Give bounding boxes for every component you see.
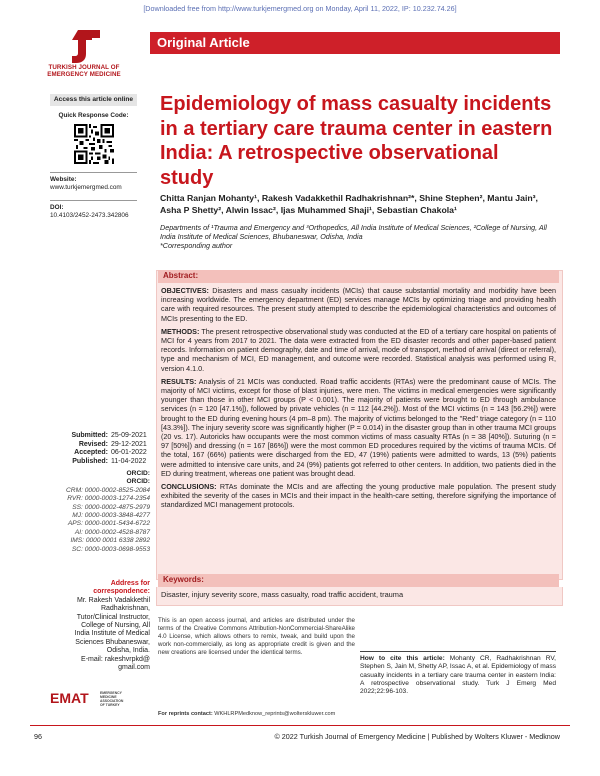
abstract-header: [158, 270, 559, 283]
emat-line: ASSOCIATION: [100, 699, 124, 703]
correspondence-line: College of Nursing, All: [81, 622, 150, 630]
footer-copyright: © 2022 Turkish Journal of Emergency Medicine | Published by Wolters Kluwer - Medknow: [274, 732, 560, 741]
orcid-entry[interactable]: SC: 0000-0003-0698-9553: [71, 545, 150, 553]
emat-letters: EMAT: [50, 690, 89, 706]
date-value: 29-12-2021: [111, 440, 147, 448]
date-value: 11-04-2022: [111, 457, 147, 465]
correspondence-line: Odisha, India.: [106, 647, 150, 655]
conclusions-text: RTAs dominate the MCIs and are affecting the young productive male population. The present study exhibited the severity of the cases in MCIs and their impact in the health-care setting, therefore signifying the importance of standardized MCI management protocols.: [161, 482, 557, 510]
keywords-text: Disaster, injury severity score, mass casualty, road traffic accident, trauma: [161, 590, 404, 599]
howto-text: Mohanty CR, Radhakrishnan RV, Stephen S, Jain M, Shetty AP, Issac A, et al. Epidemiology of mass casualty incidents in a tertiary care trauma center in eastern India: A retrospective observational study. Turk J Emerg Med 2022;22:96-103.: [360, 655, 556, 696]
methods-label: METHODS:: [161, 326, 200, 336]
correspondence-line: Tutor/Clinical Instructor,: [76, 613, 150, 621]
date-row: [50, 432, 150, 441]
date-row: [50, 441, 150, 450]
conclusions-label: CONCLUSIONS:: [161, 482, 217, 492]
abstract-body: [161, 286, 556, 514]
correspondence-line: Radhakrishnan,: [100, 605, 150, 613]
orcid-entry[interactable]: IMS: 0000 0001 6338 2892: [70, 537, 150, 545]
access-sidebar: [50, 94, 137, 220]
correspondence-block: [50, 580, 150, 672]
howto-divider: [360, 651, 556, 652]
date-label: Published:: [72, 457, 108, 465]
correspondence-line: India Institute of Medical: [74, 630, 150, 638]
article-type: Original Article: [157, 35, 250, 50]
website-link[interactable]: www.turkjemergmed.com: [50, 184, 122, 191]
correspondence-email[interactable]: E-mail: rakeshvrpkd@: [81, 655, 150, 663]
date-row: [50, 449, 150, 458]
reprints-note: [158, 711, 398, 717]
corresponding-note: *Corresponding author: [160, 241, 233, 250]
orcid-list: [50, 470, 150, 554]
access-title: Access this article online: [50, 94, 137, 106]
keywords-heading: Keywords:: [163, 575, 204, 584]
how-to-cite: [360, 655, 556, 696]
qr-label: Quick Response Code:: [58, 112, 129, 119]
journal-logo-icon: [56, 28, 114, 64]
qr-code-icon[interactable]: [74, 124, 114, 164]
date-value: 06-01-2022: [111, 449, 147, 457]
abstract-objectives: [161, 286, 556, 323]
footer-divider: [30, 725, 570, 726]
objectives-label: OBJECTIVES:: [161, 286, 209, 295]
emat-line: EMERGENCY: [100, 691, 122, 695]
journal-name-line1: TURKISH JOURNAL OF: [48, 64, 120, 71]
date-row: [50, 458, 150, 467]
date-label: Submitted:: [71, 432, 108, 439]
howto-label: How to cite this article:: [360, 655, 445, 662]
reprints-email[interactable]: WKHLRPMedknow_reprints@wolterskluwer.com: [214, 711, 336, 717]
correspondence-heading: correspondence:: [93, 588, 150, 596]
license-text: This is an open access journal, and articles are distributed under the terms of the Creative Commons Attribution-NonCommercial-ShareAlike 4.0 License, which allows others to remix, tweak, and build upon the work non-commercially, as long as appropriate credit is given and the new creations are licensed under the identical terms.: [158, 617, 355, 657]
correspondence-heading: Address for: [110, 580, 150, 587]
emat-line: MEDICINE: [100, 695, 117, 699]
keywords-header: [158, 574, 559, 587]
journal-name-line2: EMERGENCY MEDICINE: [47, 71, 121, 78]
reprints-label: For reprints contact:: [158, 711, 213, 717]
affiliation-text: Departments of ¹Trauma and Emergency and ³Orthopedics, All India Institute of Medical Sciences, ²College of Nursing, All India Institute of Medical Sciences, Bhubaneswar, Odisha, India: [160, 223, 547, 241]
orcid-entry[interactable]: APS: 0000-0001-5434-6722: [67, 520, 150, 528]
abstract-conclusions: [161, 482, 556, 510]
doi-link[interactable]: 10.4103/2452-2473.342806: [50, 212, 129, 219]
objectives-text: Disasters and mass casualty incidents (MCIs) that cause substantial mortality and morbidity have been increasing worldwide. The emergency department (ED) services manage MCIs by optimizing triage and providing health care with required resources. The present study attempted to describe the epidemiological characteristics and outcomes of MCIs presenting to the ED.: [161, 286, 557, 323]
date-label: Accepted:: [74, 449, 108, 457]
emat-logo-icon: [50, 690, 140, 706]
orcid-heading: ORCID:: [126, 478, 150, 486]
orcid-entry[interactable]: CRM: 0000-0002-8525-2084: [66, 486, 150, 494]
date-label: Revised:: [78, 440, 108, 448]
methods-text: The present retrospective observational study was conducted at the ED of a tertiary care hospital on patients of MCI for 4 years from 2017 to 2021. The data were extracted from the ED disaster records and other paper-based patient records. Information on patient demography, date and time of arrival, mode of transport, method of arrival (direct or referral), type and mechanism of MCI, ED management, and outcome were recorded. Statistical analysis was performed using R, version 4.1.0.: [161, 326, 556, 373]
correspondence-line: Mr. Rakesh Vadakkethil: [76, 596, 150, 604]
orcid-entry[interactable]: MJ: 0000-0003-3848-4277: [72, 512, 150, 520]
article-title: Epidemiology of mass casualty incidents in a tertiary care trauma center in eastern India: A retrospective observational study: [160, 93, 553, 189]
page-number: 96: [34, 732, 42, 741]
orcid-entry[interactable]: AI: 0000-0002-4528-8787: [74, 528, 150, 536]
emat-line: OF TURKEY: [100, 703, 120, 706]
results-label: RESULTS:: [161, 376, 197, 386]
date-value: 25-09-2021: [111, 432, 147, 439]
journal-name: [34, 64, 134, 78]
orcid-entry[interactable]: RVR: 0000-0003-1274-2354: [67, 495, 150, 503]
correspondence-email[interactable]: gmail.com: [118, 664, 150, 672]
website-label: Website:: [50, 176, 77, 183]
results-text: Analysis of 21 MCIs was conducted. Road traffic accidents (RTAs) were the predominant cause of MCIs. The majority of MCI victims, except for those of blast injuries, were men. The victims in medical emergencies were significantly younger than those in other MCI groups (P < 0.001). The majority of patients were brought to ED through ambulance services (n = 120 [47.1%]), followed by private vehicles (n = 112 [44.2%]). Most of the MCI victims (n = 143 [56.2%]) were brought to the ED during evening hours (4 pm–8 pm). The majority of victims belonged to the "Red" triage category (n = 110 [43.3%]). The injury severity score was significantly higher (P = 0.014) in the disaster group than in other trauma MCI groups (20 vs. 17). Autoricks haw occupants were the most common victims of mass casualty RTAs (n = 38 [40%]). Suturing (n = 97 [50%]) and dressing (n = 167 [86%]) were the most common ED procedures required by the victims of trauma MCIs. Of the total, 167 (66%) patients were discharged from the ED, 47 (19%) patients were admitted to wards, 13 (5%) patients were admitted to intensive care units, and 24 (9%) patients got referred to other centers. In addition, two patients died in the ED during treatment, whereas one patient was brought dead.: [161, 376, 556, 478]
author-list: Chitta Ranjan Mohanty¹, Rakesh Vadakkethil Radhakrishnan²*, Shine Stephen², Mantu Jain³, Asha P Shetty², Alwin Issac², Ijas Muhammed Shaji¹, Sebastian Chakola¹: [160, 193, 538, 215]
article-type-banner: [150, 32, 560, 54]
abstract-results: [161, 377, 556, 478]
orcid-heading: ORCID:: [126, 470, 150, 477]
article-dates: [50, 432, 150, 466]
doi-label: DOI:: [50, 204, 64, 211]
affiliations: [160, 223, 555, 250]
orcid-entry[interactable]: SS: 0000-0002-4875-2979: [72, 503, 150, 511]
abstract-heading: Abstract:: [163, 271, 199, 280]
abstract-methods: [161, 327, 556, 373]
download-notice: [Downloaded free from http://www.turkjemergmed.org on Monday, April 11, 2022, IP: 10.232.74.26]: [143, 4, 457, 13]
correspondence-line: Sciences Bhubaneswar,: [75, 638, 150, 646]
